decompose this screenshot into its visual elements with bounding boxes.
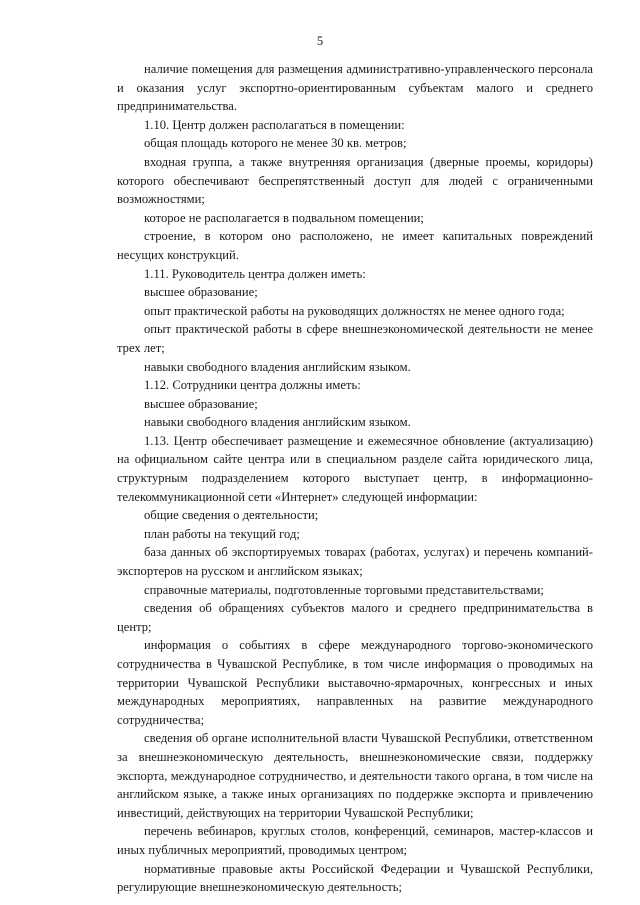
list-item: входная группа, а также внутренняя организация (дверные проемы, коридоры) которого обеспечивают беспрепятственный доступ для людей с ограниченными возможностями;	[117, 154, 593, 207]
list-item: опыт практической работы в сфере внешнеэкономической деятельности не менее трех лет;	[117, 322, 593, 355]
section-heading-1-13: 1.13. Центр обеспечивает размещение и ежемесячное обновление (актуализацию) на официальном сайте центра или в специальном разделе сайта юридического лица, структурным подразделением которого выступает центр, в информационно-телекоммуникационной сети «Интернет» следующей информации:	[117, 433, 593, 504]
list-item: строение, в котором оно расположено, не имеет капитальных повреждений несущих конструкций.	[117, 229, 593, 262]
list-item: база данных об экспортируемых товарах (работах, услугах) и перечень компаний-экспортеров на русском и английском языках;	[117, 545, 593, 579]
list-item: перечень вебинаров, круглых столов, конференций, семинаров, мастер-классов и иных публичных мероприятий, проводимых центром;	[117, 824, 593, 857]
list-item: опыт практической работы на руководящих должностях не менее одного года;	[144, 303, 565, 318]
section-heading-1-10: 1.10. Центр должен располагаться в помещении:	[144, 117, 405, 132]
list-item: которое не располагается в подвальном помещении;	[144, 210, 424, 225]
list-item: информация о событиях в сфере международного торгово-экономического сотрудничества в Чувашской Республике, в том числе информация о проводимых на территории Чувашской Республики выставочно-ярмарочных, конгрессных и иных международных мероприятиях, направленных на развитие международного сотрудничества;	[117, 638, 593, 727]
list-item: план работы на текущий год;	[144, 526, 300, 541]
list-item: навыки свободного владения английским языком.	[144, 359, 411, 374]
list-item: высшее образование;	[144, 285, 258, 300]
list-item: справочные материалы, подготовленные торговыми представительствами;	[144, 582, 544, 597]
list-item: навыки свободного владения английским языком.	[144, 415, 411, 430]
list-item: общая площадь которого не менее 30 кв. метров;	[144, 136, 407, 151]
list-item: высшее образование;	[144, 396, 258, 411]
list-item: сведения об органе исполнительной власти Чувашской Республики, ответственном за внешнеэкономическую деятельность, внешнеэкономические связи, поддержку экспорта, международное сотрудничество, и деятельности такого органа, в том числе на английском языке, а также иных организациях по поддержке экспорта и привлечению инвестиций, действующих на территории Чувашской Республики;	[117, 731, 593, 820]
list-item: сведения об обращениях субъектов малого и среднего предпринимательства в центр;	[117, 601, 593, 634]
section-heading-1-12: 1.12. Сотрудники центра должны иметь:	[144, 378, 361, 393]
paragraph: наличие помещения для размещения административно-управленческого персонала и оказания услуг экспортно-ориентированным субъектам малого и среднего предпринимательства.	[117, 62, 593, 114]
page-number: 5	[316, 34, 324, 48]
section-heading-1-11: 1.11. Руководитель центра должен иметь:	[144, 266, 366, 281]
list-item: нормативные правовые акты Российской Федерации и Чувашской Республики, регулирующие внешнеэкономическую деятельность;	[117, 861, 593, 895]
list-item: общие сведения о деятельности;	[144, 508, 319, 523]
document-body	[117, 60, 593, 897]
